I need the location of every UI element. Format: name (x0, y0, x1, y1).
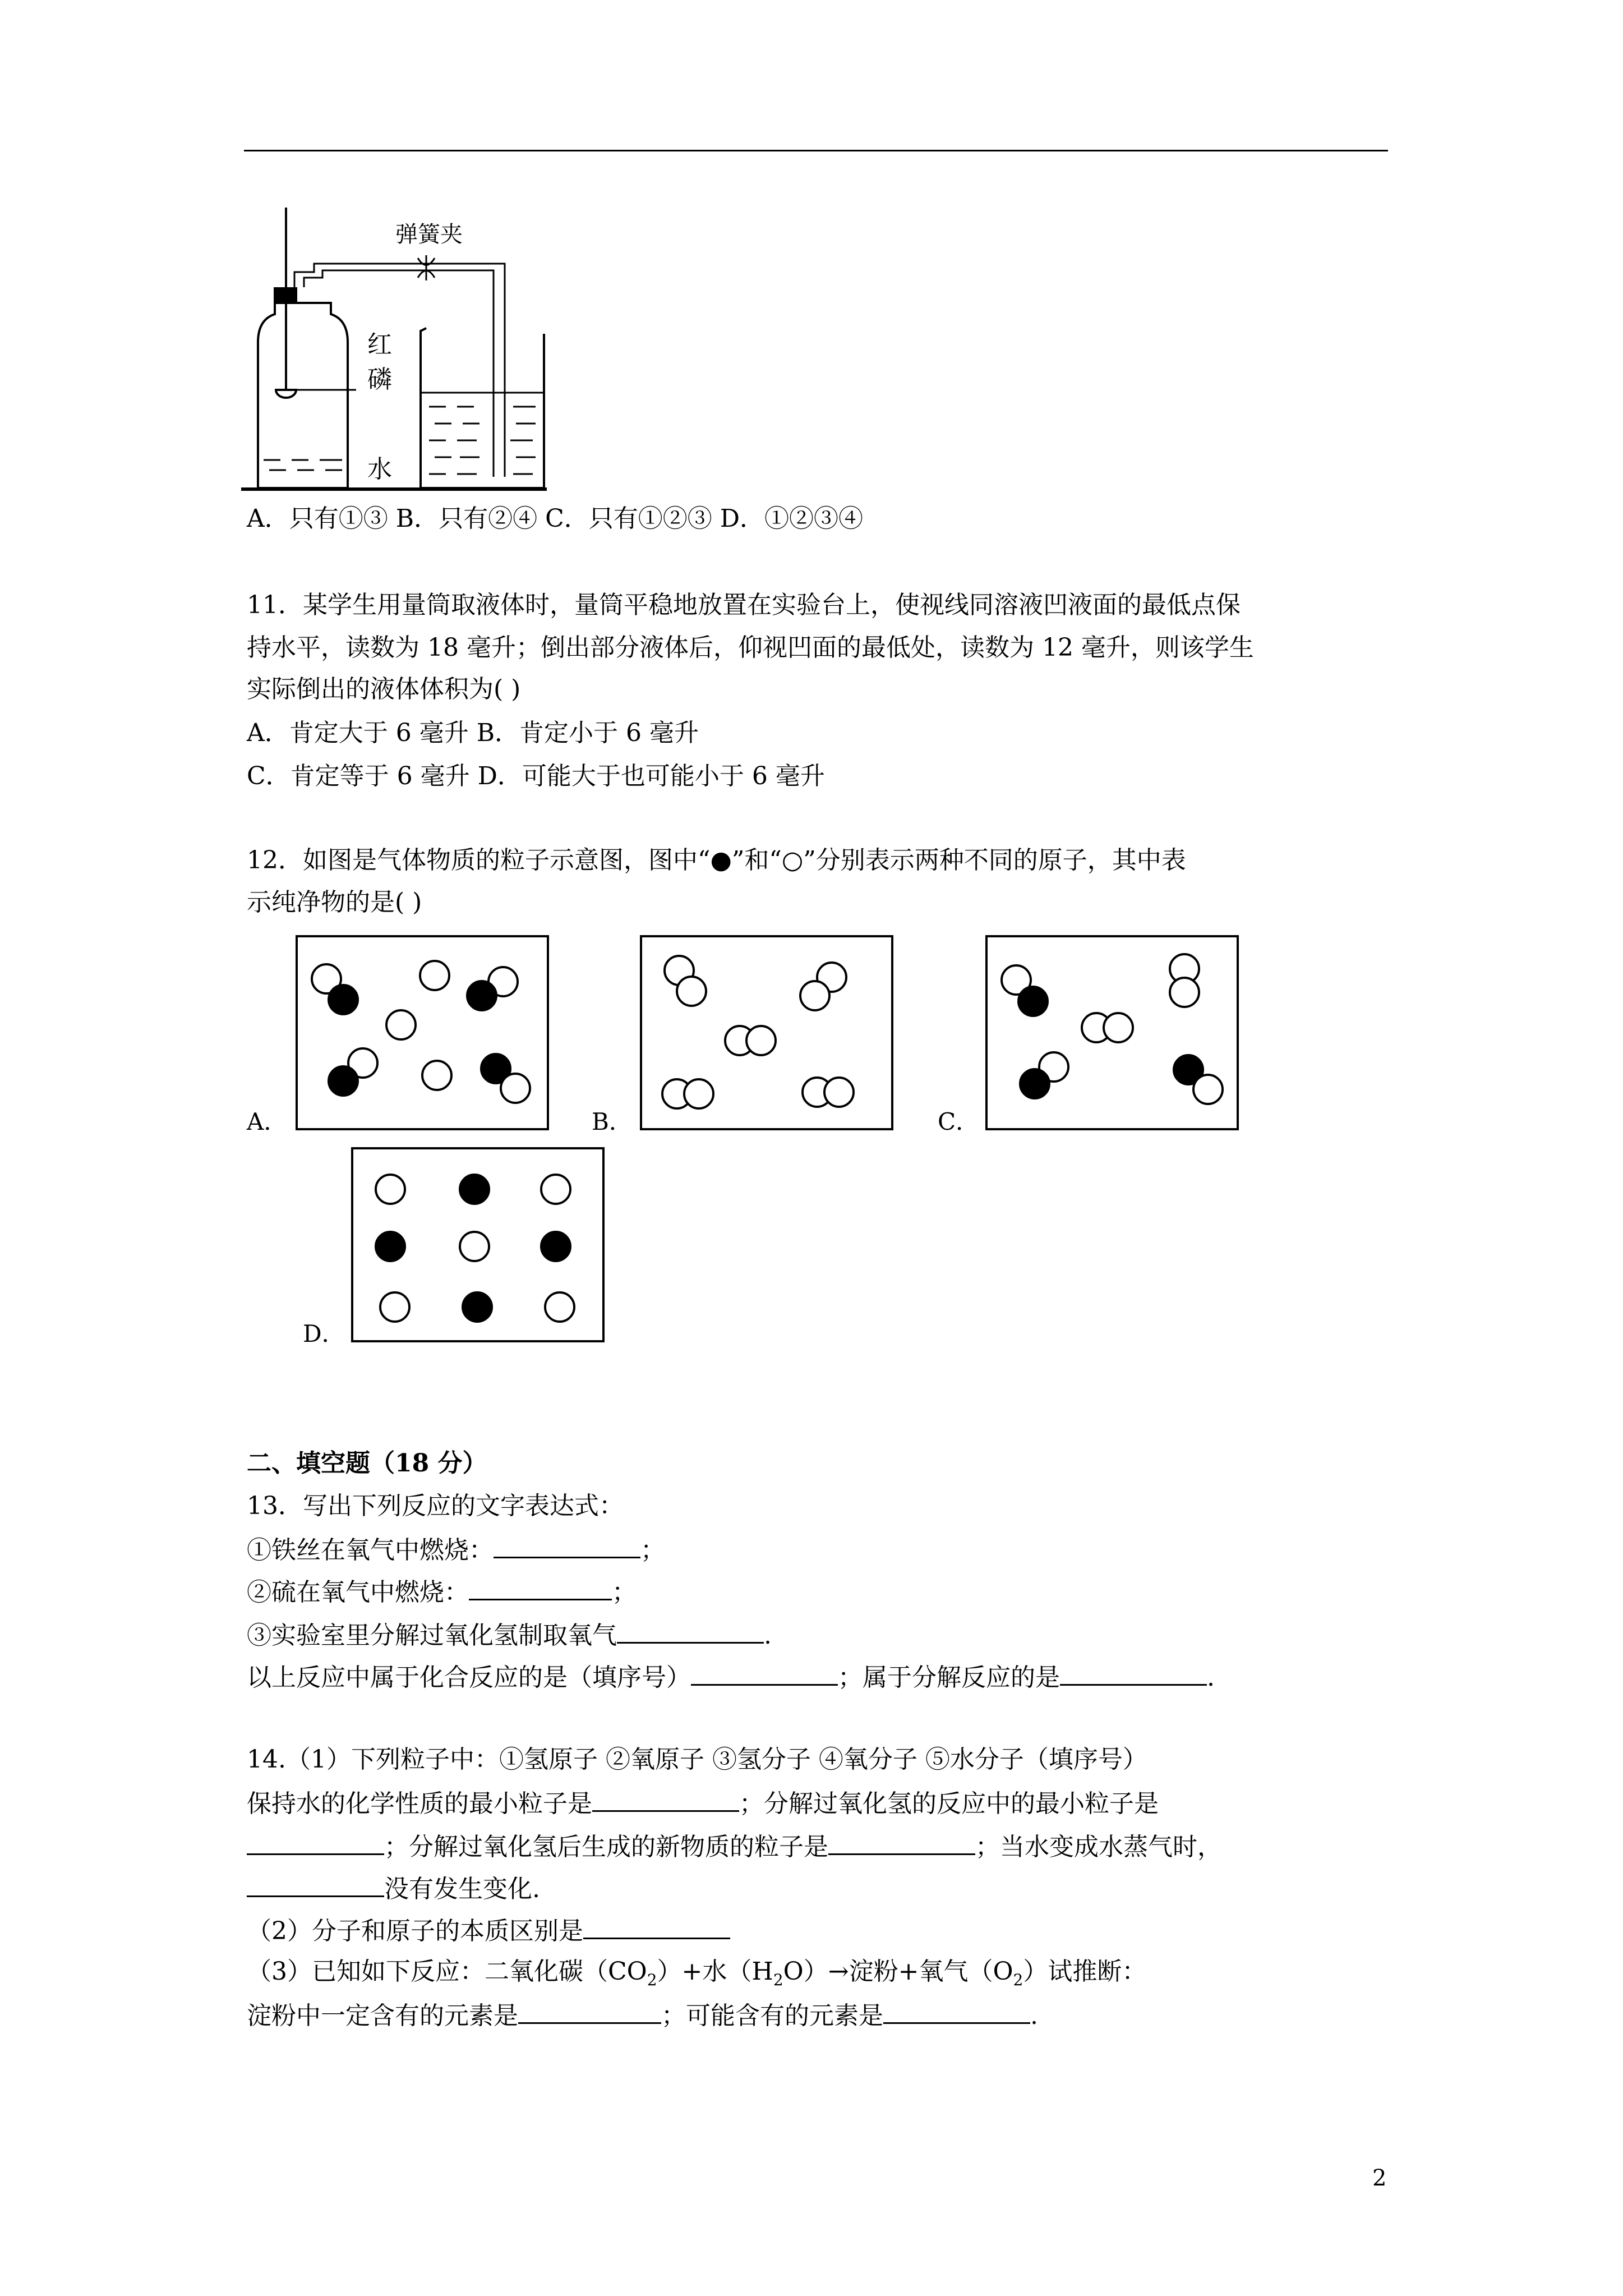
page-number: 2 (1372, 2165, 1387, 2191)
co2-subscript: 2 (647, 1970, 657, 1989)
q14-blank-7[interactable] (883, 1999, 1030, 2024)
q14-line-7a: 淀粉中一定含有的元素是 (247, 2001, 518, 2030)
q14-blank-5[interactable] (583, 1914, 730, 1939)
q14-blank-3[interactable] (828, 1830, 975, 1855)
q14-line-3a: ；分解过氧化氢后生成的新物质的粒子是 (384, 1833, 828, 1861)
q14-blank-4[interactable] (247, 1872, 384, 1897)
q12-line-2: 示纯净物的是( ) (247, 888, 422, 917)
q14-line-7 (247, 1999, 1038, 2031)
q11-line-2: 持水平，读数为 18 毫升；倒出部分液体后，仰视凹面的最低处，读数为 12 毫升，则该学生 (247, 633, 1254, 662)
q14-line-3b: ；当水变成水蒸气时， (975, 1833, 1222, 1861)
q13-item-2 (247, 1575, 637, 1608)
q10-options: A．只有①③ B．只有②④ C．只有①②③ D．①②③④ (247, 504, 864, 533)
q13-period-3: . (764, 1621, 772, 1650)
q13-blank-3[interactable] (617, 1618, 764, 1644)
q14-line-6 (247, 1957, 1146, 1995)
o2-subscript: 2 (1013, 1970, 1023, 1989)
q12-line-1: 12．如图是气体物质的粒子示意图，图中“●”和“○”分别表示两种不同的原子，其中表 (247, 846, 1186, 875)
q14-line-6d: ）试推断： (1023, 1957, 1147, 1986)
q14-line-6c: O）→淀粉+氧气（O (783, 1957, 1013, 1986)
q14-line-2a: 保持水的化学性质的最小粒子是 (247, 1789, 592, 1818)
h2o-subscript: 2 (773, 1970, 783, 1989)
q13-blank-1[interactable] (494, 1533, 640, 1558)
q13-blank-decomposition[interactable] (1060, 1660, 1207, 1686)
q12-label-a: A． (247, 1108, 288, 1135)
q14-line-4 (247, 1872, 540, 1904)
q13-title: 13．写出下列反应的文字表达式： (247, 1492, 624, 1520)
q11-option-line-2: C．肯定等于 6 毫升 D．可能大于也可能小于 6 毫升 (247, 762, 825, 790)
q14-blank-2[interactable] (247, 1830, 384, 1855)
q12-label-c: C． (938, 1108, 980, 1135)
particle-diagram-c (985, 935, 1239, 1130)
q14-line-3 (247, 1830, 1222, 1862)
label-water: 水 (367, 455, 392, 484)
q14-line-6a: （3）已知如下反应：二氧化碳（CO (247, 1957, 647, 1986)
q14-line-4-text: 没有发生变化. (384, 1875, 540, 1903)
q13-summary-a: 以上反应中属于化合反应的是（填序号） (247, 1663, 691, 1692)
q11-line-3: 实际倒出的液体体积为( ) (247, 675, 521, 703)
clamp-label: 弹簧夹 (395, 222, 463, 247)
q14-blank-6[interactable] (518, 1999, 661, 2024)
q11-line-1: 11．某学生用量筒取液体时，量筒平稳地放置在实验台上，使视线同溶液凹液面的最低点保 (247, 591, 1241, 619)
q13-item-3-text: ③实验室里分解过氧化氢制取氧气 (247, 1621, 617, 1650)
q14-line-2b: ；分解过氧化氢的反应中的最小粒子是 (739, 1789, 1159, 1818)
q13-blank-2[interactable] (469, 1575, 612, 1600)
q13-semicolon-2: ； (612, 1578, 637, 1607)
q14-line-2 (247, 1787, 1159, 1819)
q13-item-2-text: ②硫在氧气中燃烧： (247, 1578, 469, 1607)
section-2-heading: 二、填空题（18 分） (247, 1449, 487, 1478)
q12-label-b: B． (592, 1108, 633, 1135)
q13-semicolon-1: ； (640, 1536, 665, 1565)
q13-item-1-text: ①铁丝在氧气中燃烧： (247, 1536, 494, 1565)
q13-summary-period: . (1207, 1663, 1215, 1692)
q13-blank-combination[interactable] (691, 1660, 838, 1686)
label-phosphorus: 磷 (367, 365, 392, 394)
q11-option-line-1: A．肯定大于 6 毫升 B．肯定小于 6 毫升 (247, 719, 699, 747)
q13-item-1 (247, 1533, 665, 1566)
q13-summary (247, 1660, 1215, 1693)
q13-item-3 (247, 1618, 772, 1651)
label-red: 红 (367, 330, 392, 359)
q12-label-d: D． (303, 1320, 345, 1347)
particle-diagram-d (351, 1147, 605, 1342)
q14-line-5 (247, 1914, 730, 1947)
q13-summary-b: ；属于分解反应的是 (838, 1663, 1060, 1692)
particle-diagram-a (296, 935, 549, 1130)
q14-blank-1[interactable] (592, 1787, 739, 1812)
q14-line-7b: ；可能含有的元素是 (661, 2001, 883, 2030)
q14-line-5-text: （2）分子和原子的本质区别是 (247, 1917, 583, 1945)
q14-line-6b: ）+水（H (657, 1957, 773, 1986)
q14-line-1: 14.（1）下列粒子中：①氢原子 ②氧原子 ③氢分子 ④氧分子 ⑤水分子（填序号） (247, 1745, 1147, 1774)
particle-diagram-b (640, 935, 893, 1130)
header-rule (244, 150, 1388, 151)
q14-line-7-period: . (1030, 2001, 1038, 2030)
